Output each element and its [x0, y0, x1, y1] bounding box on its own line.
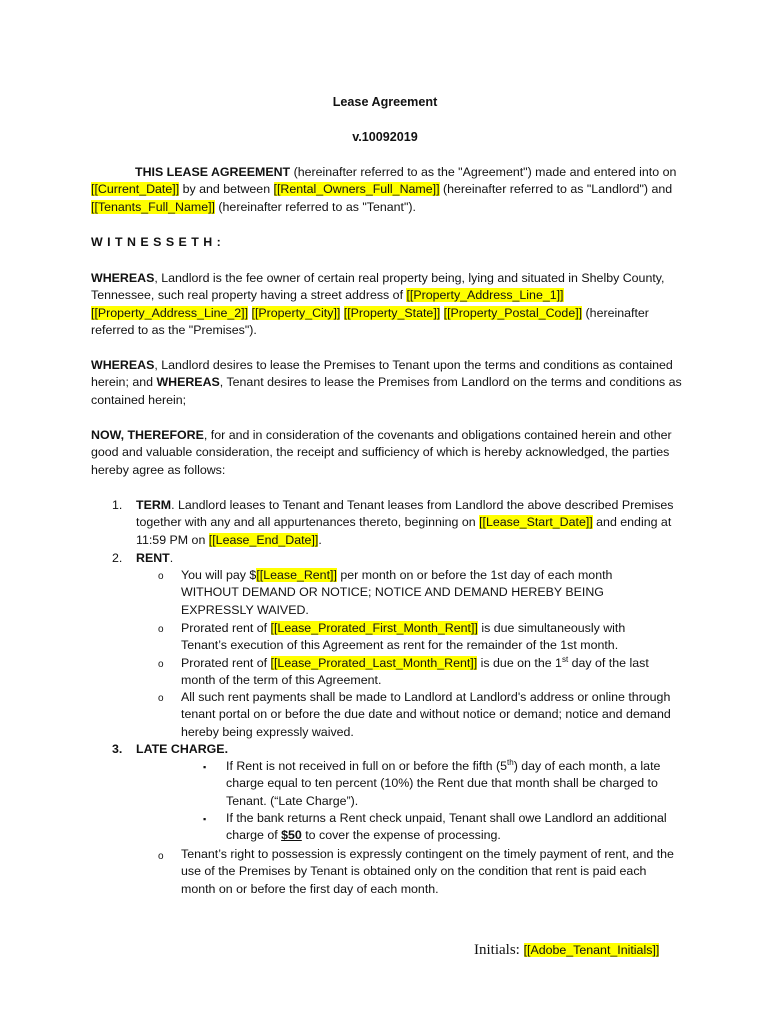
whereas-property-paragraph: WHEREAS, Landlord is the fee owner of certain real property being, lying and situated in Shelby County, Tennessee, such real property having a street address of [[Property_Address_Line_1]] [[Property_Address_Line_2]] [[Property_City]] [[Property_State]] [[Property_Postal_Code]] (hereinafter referred to as the "Premises").: [91, 271, 665, 338]
city-field[interactable]: [[Property_City]]: [251, 305, 341, 320]
payment-method-item: All such rent payments shall be made to Landlord at Landlord's address or online through tenant portal on or before the due date and without notice or demand; notice and demand hereby being expressly waived.: [181, 690, 671, 739]
intro-paragraph: THIS LEASE AGREEMENT (hereinafter referred to as the "Agreement") made and entered into on [[Current_Date]] by and between [[Rental_Owners_Full_Name]] (hereinafter referred to as "Landlord") and [[Tenants_Full_Name]] (hereinafter referred to as "Tenant").: [91, 165, 677, 214]
document-title: Lease Agreement: [332, 95, 438, 109]
rent-number: 2.: [112, 551, 123, 565]
square-bullet: ▪: [203, 814, 207, 824]
circle-bullet: o: [158, 624, 164, 635]
postal-code-field[interactable]: [[Property_Postal_Code]]: [443, 305, 583, 320]
rent-heading: RENT.: [136, 551, 174, 565]
prorated-first-month-field[interactable]: [[Lease_Prorated_First_Month_Rent]]: [270, 621, 478, 635]
owner-name-field[interactable]: [[Rental_Owners_Full_Name]]: [273, 182, 440, 197]
late-charge-number: 3.: [112, 742, 123, 756]
square-bullet: ▪: [203, 762, 207, 772]
prorated-last-month-field[interactable]: [[Lease_Prorated_Last_Month_Rent]]: [270, 656, 478, 670]
lease-end-date-field[interactable]: [[Lease_End_Date]]: [208, 532, 319, 547]
state-field[interactable]: [[Property_State]]: [343, 305, 441, 320]
late-fee-item: If Rent is not received in full on or before the fifth (5th) day of each month, a late charge equal to ten percent (10%) the Rent due that month shall be charged to Tenant. (“Late Charge”).: [226, 757, 661, 808]
whereas-lease-paragraph: WHEREAS, Landlord desires to lease the Premises to Tenant upon the terms and conditions as contained herein; and WHEREAS, Tenant desires to lease the Premises from Landlord on the terms and conditions as contained herein;: [91, 358, 682, 407]
circle-bullet: o: [158, 571, 164, 582]
document-version: v.10092019: [352, 130, 418, 144]
returned-check-item: If the bank returns a Rent check unpaid, Tenant shall owe Landlord an additional charge of $50 to cover the expense of processing.: [226, 811, 667, 843]
rent-amount-item: You will pay $[[Lease_Rent]] per month on or before the 1st day of each month WITHOUT DEMAND OR NOTICE; NOTICE AND DEMAND HEREBY BEING EXPRESSLY WAIVED.: [181, 568, 613, 617]
late-charge-heading: LATE CHARGE.: [136, 742, 229, 756]
tenant-name-field[interactable]: [[Tenants_Full_Name]]: [91, 199, 215, 214]
circle-bullet: o: [158, 693, 164, 704]
address-line1-field[interactable]: [[Property_Address_Line_1]]: [406, 288, 564, 303]
lease-rent-field[interactable]: [[Lease_Rent]]: [256, 568, 337, 582]
initials-line: Initials: [[Adobe_Tenant_Initials]]: [474, 942, 660, 958]
now-therefore-paragraph: NOW, THEREFORE, for and in consideration of the covenants and obligations contained herein and other good and valuable consideration, the receipt and sufficiency of which is hereby acknowledged, the parties hereby agree as follows:: [91, 428, 672, 477]
returned-check-fee: $50: [281, 828, 302, 843]
lease-start-date-field[interactable]: [[Lease_Start_Date]]: [479, 515, 593, 530]
circle-bullet: o: [158, 851, 164, 862]
current-date-field[interactable]: [[Current_Date]]: [91, 182, 180, 197]
prorated-last-item: Prorated rent of [[Lease_Prorated_Last_Month_Rent]] is due on the 1st day of the last month of the term of this Agreement.: [181, 654, 649, 688]
address-line2-field[interactable]: [[Property_Address_Line_2]]: [91, 305, 249, 320]
circle-bullet: o: [158, 659, 164, 670]
prorated-first-item: Prorated rent of [[Lease_Prorated_First_Month_Rent]] is due simultaneously with Tenant’s execution of this Agreement as rent for the remainder of the 1st month.: [181, 621, 626, 653]
possession-item: Tenant’s right to possession is expressly contingent on the timely payment of rent, and the use of the Premises by Tenant is obtained only on the condition that rent is paid each month on or before the first day of each month.: [181, 847, 674, 896]
term-number: 1.: [112, 498, 123, 512]
witnesseth-heading: W I T N E S S E T H :: [91, 235, 222, 249]
term-clause: TERM. Landlord leases to Tenant and Tenant leases from Landlord the above described Premises together with any and all appurtenances thereto, beginning on [[Lease_Start_Date]] and ending at 11:59 PM on [[Lease_End_Date]].: [136, 498, 674, 547]
tenant-initials-field[interactable]: [[Adobe_Tenant_Initials]]: [523, 943, 660, 957]
